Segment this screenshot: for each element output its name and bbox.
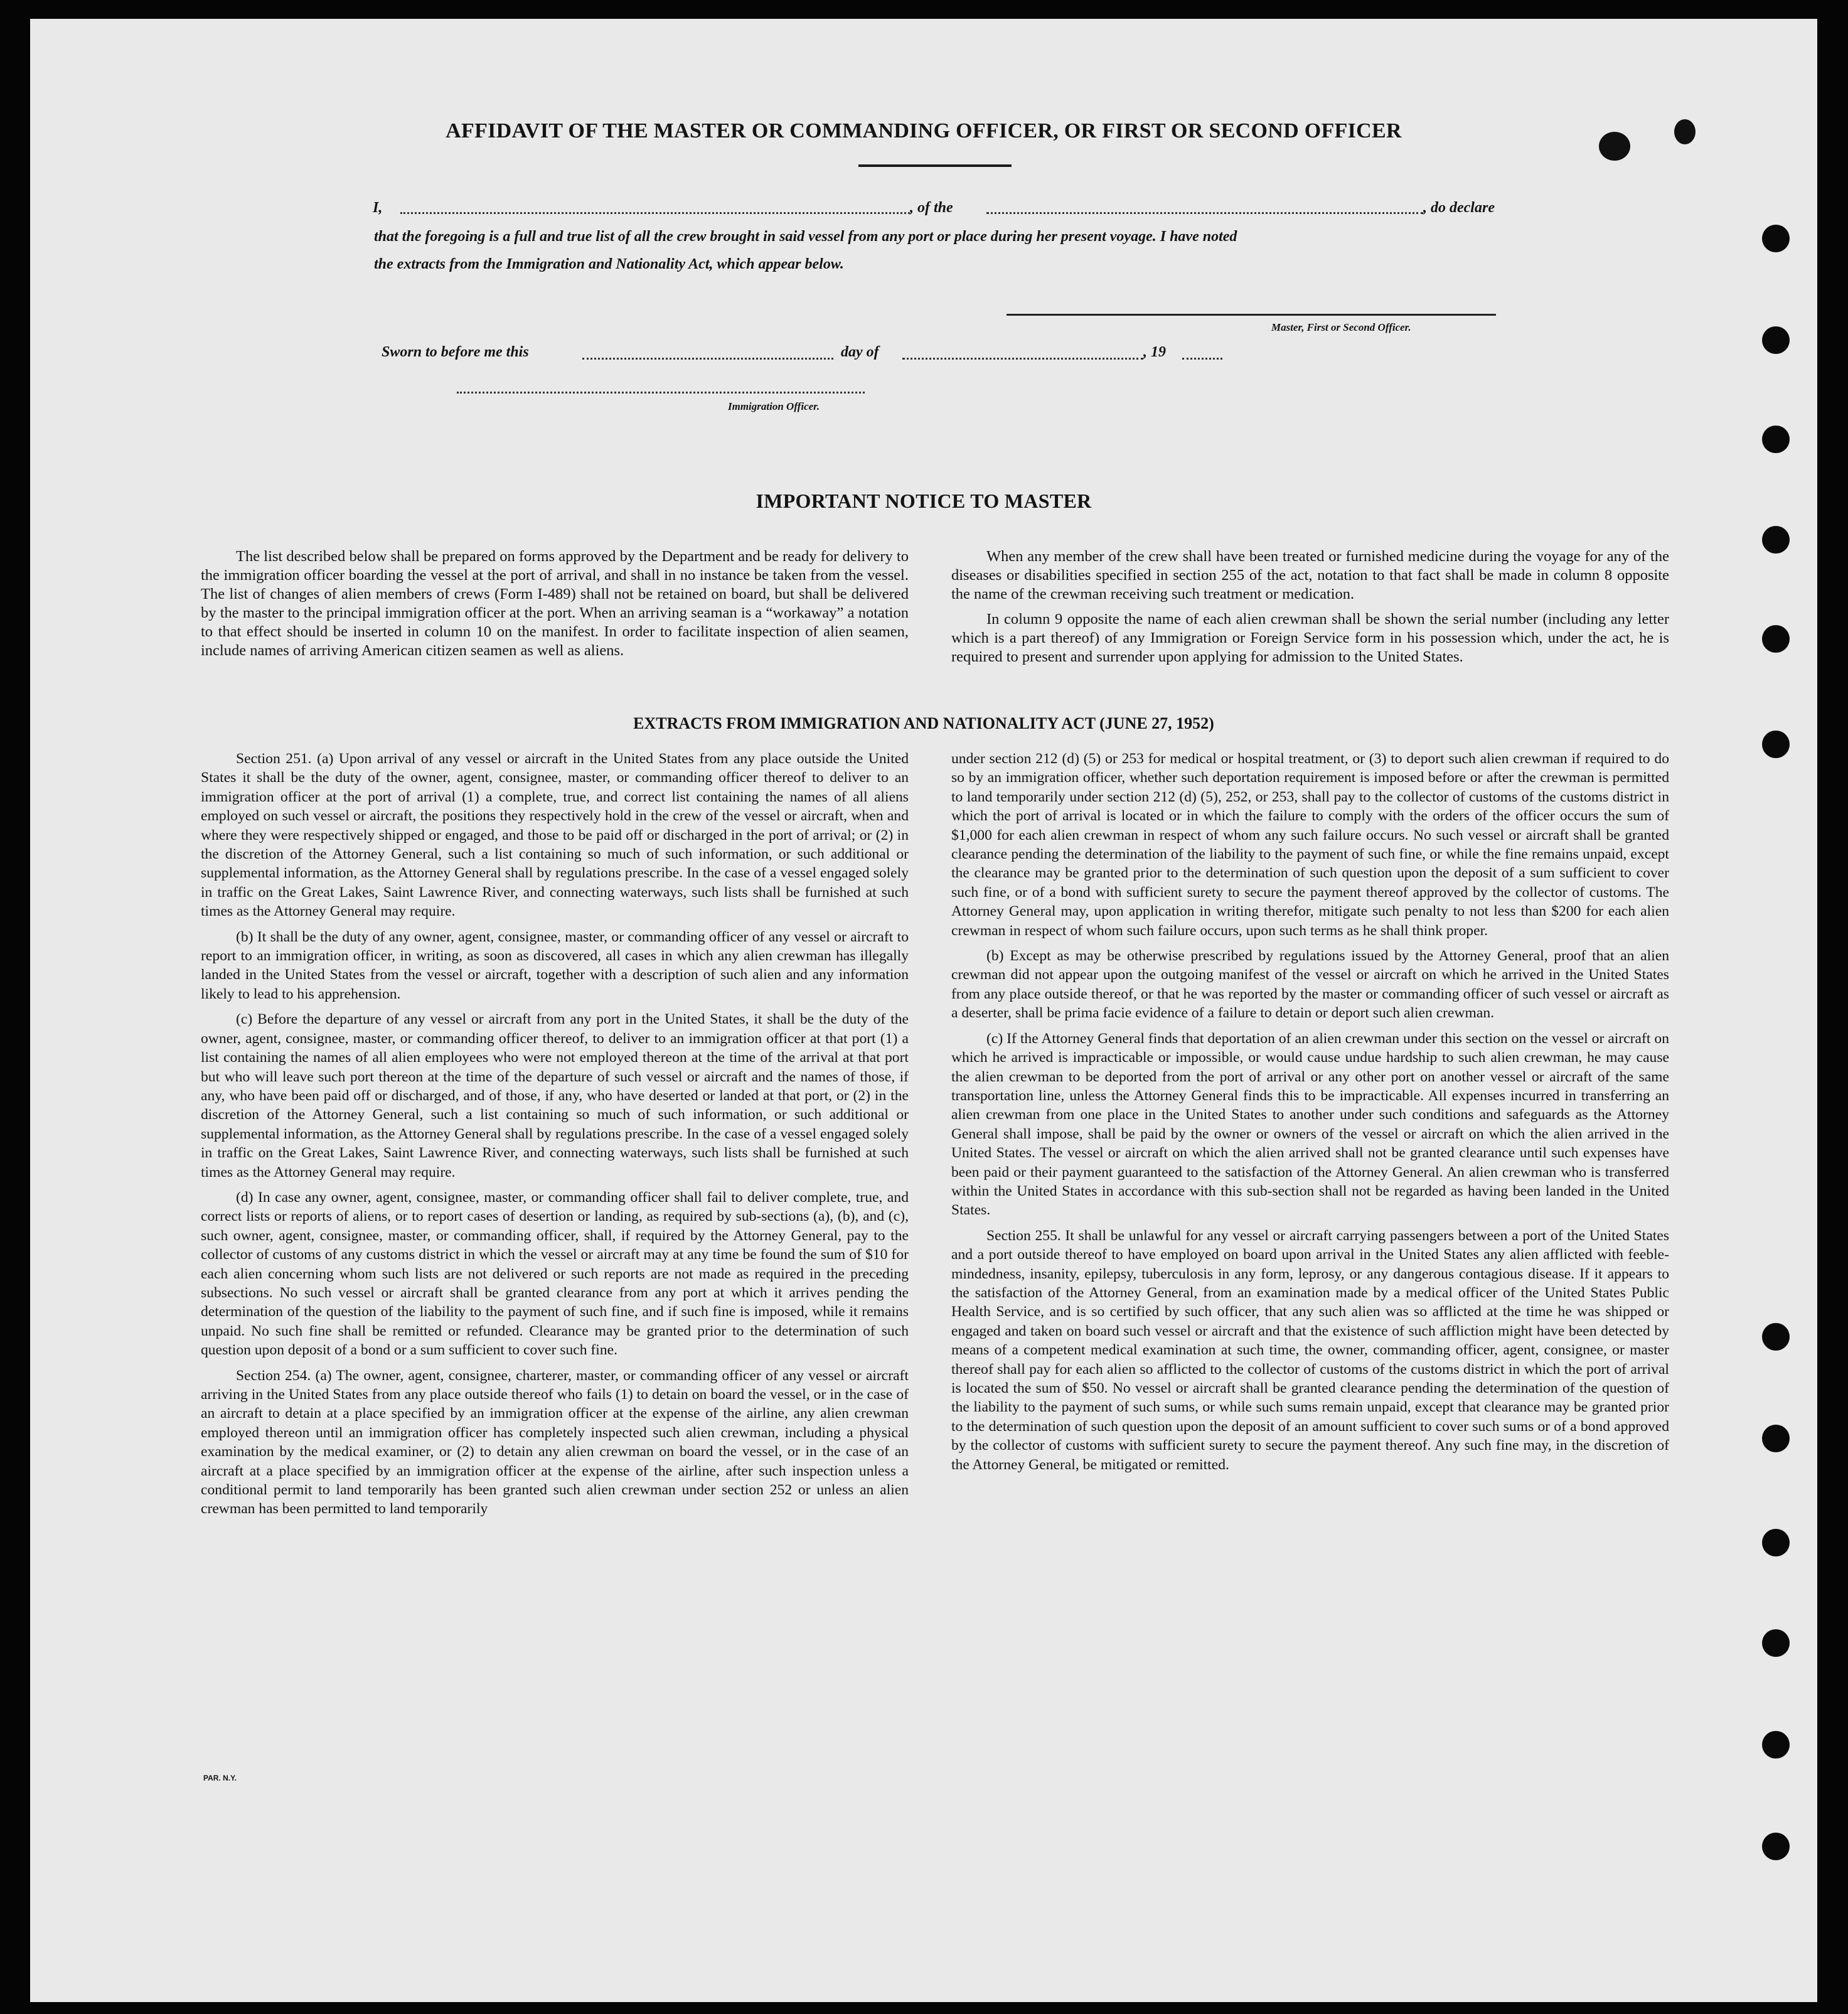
section-254-b: (b) Except as may be otherwise prescribed by regulations issued by the Attorney General, proof that an alien crewman did not appear upon the outgoing manifest of the vessel or aircraft on which he arrived in the United States from any place outside thereof, or that he was reported by the master or commanding officer of such vessel or aircraft as a deserter, shall be prima facie evidence of a failure to detain or deport such alien crewman. (951, 948, 1669, 1022)
punch-hole (1762, 731, 1790, 758)
notice-right-column (951, 547, 1669, 673)
punch-hole (1762, 1629, 1790, 1657)
section-251-a: Section 251. (a) Upon arrival of any vessel or aircraft in the United States from any place outside the United States it shall be the duty of the owner, agent, consignee, master, or commanding officer thereof to deliver to an immigration officer at the port of arrival (1) a complete, true, and correct list containing the names of all aliens employed on such vessel or aircraft, the positions they respectively hold in the crew of the vessel or aircraft, when and where they were respectively shipped or engaged, and those to be paid off or discharged in the port of arrival; or (2) in the discretion of the Attorney General, such a list containing so much of such information, or such additional or supplemental information, as the Attorney General shall by regulations prescribe. In the case of a vessel engaged solely in traffic on the Great Lakes, Saint Lawrence River, and connecting waterways, such lists shall be furnished at such times as the Attorney General may require. (201, 751, 909, 920)
sworn-year-field[interactable] (1182, 358, 1222, 360)
punch-hole (1762, 1529, 1790, 1556)
day-of-label: day of (841, 344, 879, 360)
notice-title: IMPORTANT NOTICE TO MASTER (756, 490, 1092, 512)
ink-blot (1674, 119, 1696, 144)
section-251-b: (b) It shall be the duty of any owner, agent, consignee, master, or commanding officer of any vessel or aircraft to report to an immigration officer, in writing, as soon as discovered, all cases in which any alien crewman has illegally landed in the United States from the vessel or aircraft, together with a description of such alien and any information likely to lead to his apprehension. (201, 928, 909, 1002)
punch-hole (1762, 526, 1790, 554)
punch-hole (1762, 426, 1790, 453)
printer-mark: PAR. N.Y. (203, 1774, 237, 1782)
sworn-day-field[interactable] (582, 358, 833, 360)
ink-blot (1599, 132, 1630, 161)
section-254-c: (c) If the Attorney General finds that deportation of an alien crewman under this section on the vessel or aircraft on which he arrived is impracticable or impossible, or would cause undue hardship to such alien crewman, he may cause the alien crewman to be deported from the port of arrival or any other port on another vessel or aircraft of the same transportation line, unless the Attorney General finds this to be impracticable. All expenses incurred in transferring an alien crewman from one place in the United States to another under such conditions and safeguards as the Attorney General shall impose, shall be paid by the owner or owners of the vessel or aircraft on which the alien arrived in the United States. The vessel or aircraft on which the alien arrived shall not be granted clearance until such expenses have been paid or their payment guaranteed to the satisfaction of the Attorney General. An alien crewman who is transferred within the United States in accordance with this sub-section shall not be regarded as having been landed in the United States. (951, 1030, 1669, 1219)
punch-hole (1762, 1833, 1790, 1860)
extracts-left-column (201, 749, 909, 1525)
of-the-label: , of the (910, 200, 953, 216)
affidavit-pronoun: I, (373, 200, 383, 216)
notice-left-column (201, 547, 909, 667)
officer-signature-line[interactable] (457, 392, 865, 394)
do-declare-label: , do declare (1423, 200, 1495, 216)
section-254-a-continued: under section 212 (d) (5) or 253 for medical or hospital treatment, or (3) to deport such alien crewman if required to do so by an immigration officer, whether such deportation requirement is imposed before or after the crewman is permitted to land temporarily under section 212 (d) (5), 252, or 253, shall pay to the collector of customs of the customs district in which the port of arrival is located or in which the failure to comply with the orders of the officer occurs the sum of $1,000 for each alien crewman in respect of whom any such failure occurs. No such vessel or aircraft shall be granted clearance pending the determination of the liability to the payment of such fine, or while the fine remains unpaid, except the clearance may be granted prior to the determination of such question upon the deposit of a sum sufficient to cover such fine, or of a bond with sufficient surety to secure the payment thereof approved by the collector of customs. The Attorney General may, upon application in writing therefor, mitigate such penalty to not less than $200 for each alien crewman in respect of whom such failure occurs, upon such terms as he shall think proper. (951, 751, 1669, 939)
punch-hole (1762, 625, 1790, 653)
master-caption: Master, First or Second Officer. (1271, 321, 1411, 333)
affidavit-statement-line2: the extracts from the Immigration and Nationality Act, which appear below. (374, 256, 844, 272)
section-254-a: Section 254. (a) The owner, agent, consignee, charterer, master, or commanding officer of any vessel or aircraft arriving in the United States from any place outside thereof who fails (1) to detain on board the vessel, or in the case of an aircraft to detain at a place specified by an immigration officer at the expense of the airline, any alien crewman employed thereon until an immigration officer has completely inspected such alien crewman, including a physical examination by the medical examiner, or (2) to detain any alien crewman on board the vessel, or in the case of an aircraft at a place specified by an immigration officer at the expense of the airline, after such inspection unless a conditional permit to land temporarily has been granted such alien crewman under section 252 or unless an alien crewman has been permitted to land temporarily (201, 1367, 909, 1518)
officer-caption: Immigration Officer. (728, 400, 820, 412)
affidavit-title: AFFIDAVIT OF THE MASTER OR COMMANDING OFFICER, OR FIRST OR SECOND OFFICER (446, 119, 1402, 142)
extracts-title: EXTRACTS FROM IMMIGRATION AND NATIONALITY ACT (JUNE 27, 1952) (633, 714, 1214, 732)
sworn-month-field[interactable] (902, 358, 1143, 360)
notice-right-paragraph-2: In column 9 opposite the name of each alien crewman shall be shown the serial number (including any letter which is a part thereof) of any Immigration or Foreign Service form in his possession which, under the act, he is required to present and surrender upon applying for admission to the United States. (951, 611, 1669, 665)
vessel-name-field[interactable] (986, 212, 1423, 214)
declarant-name-field[interactable] (400, 212, 910, 214)
section-255: Section 255. It shall be unlawful for any vessel or aircraft carrying passengers between a port of the United States and a port outside thereof to have employed on board upon arrival in the United States any alien afflicted with feeble-mindedness, insanity, epilepsy, tuberculosis in any form, leprosy, or any dangerous contagious disease. If it appears to the satisfaction of the Attorney General, from an examination made by a medical officer of the United States Public Health Service, and is so certified by such officer, that any such alien was so afflicted at the time he was shipped or engaged and taken on board such vessel or aircraft and that the existence of such affliction might have been detected by means of a competent medical examination at such time, the owner, commanding officer, agent, consignee, or master thereof shall pay for each alien so afflicted to the collector of customs of the customs district in which the port of arrival is located the sum of $50. No vessel or aircraft shall be granted clearance pending the determination of the question of the liability to the payment of such sums, or while such sums remain unpaid, except that clearance may be granted prior to the determination of such question upon the deposit of an amount sufficient to cover such sums or of a bond approved by the collector of customs with sufficient surety to secure the payment thereof. Any such fine may, in the discretion of the Attorney General, be mitigated or remitted. (951, 1227, 1669, 1473)
punch-hole (1762, 1425, 1790, 1452)
sworn-prefix: Sworn to before me this (382, 344, 529, 360)
section-251-d: (d) In case any owner, agent, consignee, master, or commanding officer shall fail to deliver complete, true, and correct lists or reports of aliens, or to report cases of desertion or landing, as required by sub-sections (a), (b), and (c), such owner, agent, consignee, master, or commanding officer, shall, if required by the Attorney General, pay to the collector of customs of any customs district in which the vessel or aircraft may at any time be found the sum of $10 for each alien concerning whom such lists are not delivered or such reports are not made as required in the preceding subsections. No such vessel or aircraft shall be granted clearance from any port at which it arrives pending the determination of the question of the liability to the payment of such fine, and if such fine is imposed, while it remains unpaid. No such fine shall be remitted or refunded. Clearance may be granted prior to the determination of such question upon deposit of a bond or a sum sufficient to cover such fine. (201, 1189, 909, 1359)
punch-hole (1762, 326, 1790, 354)
notice-right-paragraph-1: When any member of the crew shall have been treated or furnished medicine during the voyage for any of the diseases or disabilities specified in section 255 of the act, notation to that fact shall be made in column 8 opposite the name of the crewman receiving such treatment or medication. (951, 548, 1669, 603)
document-page (30, 19, 1817, 2002)
extracts-right-column (951, 749, 1669, 1481)
section-251-c: (c) Before the departure of any vessel or aircraft from any port in the United States, it shall be the duty of the owner, agent, consignee, master, or commanding officer thereof, to deliver to an immigration officer at that port (1) a list containing the names of all alien employees who were not employed thereon at the time of the arrival at that port but who will leave such port thereon at the time of the departure of such vessel or aircraft and the names of those, if any, who have been paid off or discharged, and of those, if any, who have deserted or landed at that port, or (2) in the discretion of the Attorney General, such a list containing so much of such information, or such additional or supplemental information, as the Attorney General shall by regulations prescribe. In the case of a vessel engaged solely in traffic on the Great Lakes, Saint Lawrence River, and connecting waterways, such lists shall be furnished at such times as the Attorney General may require. (201, 1011, 909, 1181)
title-underline (858, 164, 1012, 167)
affidavit-statement-line1: that the foregoing is a full and true list of all the crew brought in said vessel from any port or place during her present voyage. I have noted (374, 228, 1237, 245)
master-signature-line[interactable] (1007, 314, 1496, 316)
punch-hole (1762, 225, 1790, 252)
punch-hole (1762, 1731, 1790, 1759)
notice-left-paragraph: The list described below shall be prepared on forms approved by the Department and be ready for delivery to the immigration officer boarding the vessel at the port of arrival, and shall in no instance be taken from the vessel. The list of changes of alien members of crews (Form I-489) shall not be retained on board, but shall be delivered by the master to the principal immigration officer at the port. When an arriving seaman is a “workaway” a notation to that effect should be inserted in column 10 on the manifest. In order to facilitate inspection of alien seamen, include names of arriving American citizen seamen as well as aliens. (201, 548, 909, 659)
year-prefix: , 19 (1143, 344, 1166, 360)
punch-hole (1762, 1323, 1790, 1351)
